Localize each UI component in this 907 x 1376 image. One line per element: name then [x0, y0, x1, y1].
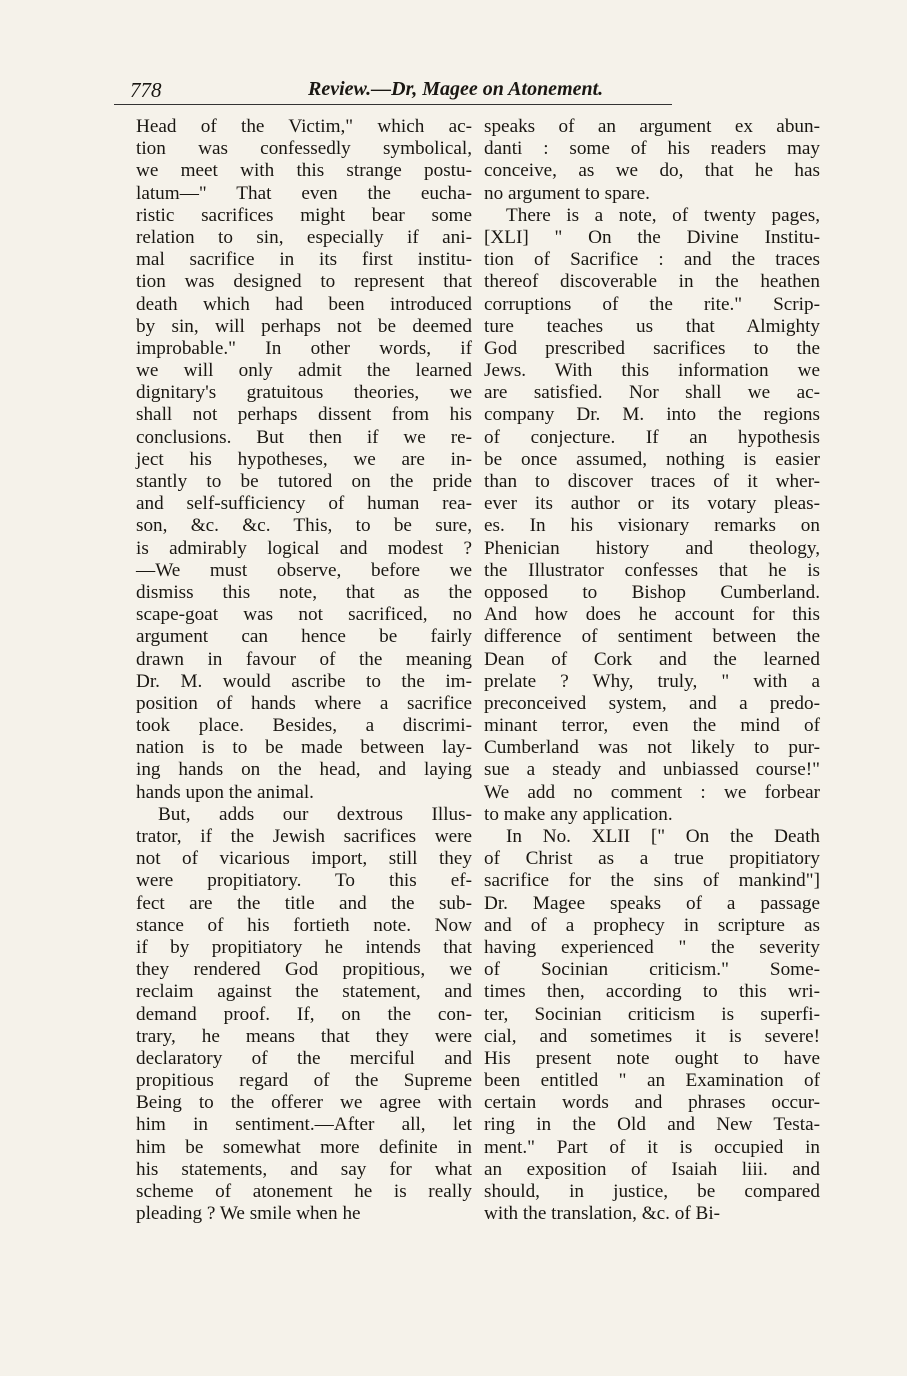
text-line: the Illustrator confesses that he is: [484, 559, 820, 581]
text-line: times then, according to this wri-: [484, 981, 820, 1003]
text-line: scape-goat was not sacrificed, no: [136, 604, 472, 626]
text-line: an exposition of Isaiah liii. and: [484, 1158, 820, 1180]
text-line: dismiss this note, that as the: [136, 581, 472, 603]
text-line: difference of sentiment between the: [484, 626, 820, 648]
text-line: we meet with this strange postu-: [136, 160, 472, 182]
text-line: es. In his visionary remarks on: [484, 515, 820, 537]
text-line: of Christ as a true propitiatory: [484, 848, 820, 870]
running-head: [118, 74, 678, 106]
text-line: than to discover traces of it wher-: [484, 471, 820, 492]
text-line: dignitary's gratuitous theories, we: [136, 382, 472, 404]
text-line: We add no comment : we forbear: [484, 781, 820, 803]
text-line: they rendered God propitious, we: [136, 959, 472, 981]
text-line: certain words and phrases occur-: [484, 1092, 820, 1114]
header-rule: [114, 104, 672, 105]
text-line: prelate ? Why, truly, " with a: [484, 670, 820, 692]
text-line: his statements, and say for what: [136, 1158, 472, 1180]
text-line: son, &c. &c. This, to be sure,: [136, 515, 472, 537]
text-line: nation is to be made between lay-: [136, 737, 472, 759]
text-line: ment." Part of it is occupied in: [484, 1136, 820, 1158]
text-line: cial, and sometimes it is severe!: [484, 1025, 820, 1047]
text-line: by sin, will perhaps not be deemed: [136, 315, 472, 337]
text-line: with the translation, &c. of Bi-: [484, 1203, 721, 1225]
text-line: hands upon the animal.: [136, 781, 314, 803]
text-line: be once assumed, nothing is easier: [484, 448, 820, 470]
text-line: Dr. M. would ascribe to the im-: [136, 670, 472, 692]
text-line: Jews. With this information we: [484, 360, 820, 382]
text-line: danti : some of his readers may: [484, 138, 820, 160]
text-line: company Dr. M. into the regions: [484, 404, 820, 426]
text-line: and self-sufficiency of human rea-: [136, 493, 472, 515]
text-line: tion of Sacrifice : and the traces: [484, 249, 820, 271]
text-line: trary, he means that they were: [136, 1025, 472, 1047]
text-line: And how does he account for this: [484, 604, 820, 626]
text-line: is admirably logical and modest ?: [136, 537, 472, 559]
text-line: minant terror, even the mind of: [484, 715, 820, 737]
text-line: position of hands where a sacrifice: [136, 692, 472, 714]
text-line: drawn in favour of the meaning: [136, 648, 472, 670]
text-line: not of vicarious import, still they: [136, 848, 472, 870]
text-line: God prescribed sacrifices to the: [484, 337, 820, 359]
text-line: ristic sacrifices might bear some: [136, 204, 472, 226]
text-line: Phenician history and theology,: [484, 537, 820, 559]
text-line: In No. XLII [" On the Death: [506, 826, 820, 847]
text-line: conclusions. But then if we re-: [136, 426, 472, 448]
text-line: him in sentiment.—After all, let: [136, 1114, 472, 1136]
text-line: to make any application.: [484, 803, 673, 825]
text-line: Dr. Magee speaks of a passage: [484, 892, 820, 914]
text-line: There is a note, of twenty pages,: [506, 204, 820, 226]
text-line: But, adds our dextrous Illus-: [158, 803, 472, 825]
text-line: and of a prophecy in scripture as: [484, 914, 820, 936]
text-line: should, in justice, be compared: [484, 1181, 820, 1202]
page-number: 778: [130, 78, 162, 102]
text-line: opposed to Bishop Cumberland.: [484, 581, 820, 603]
text-line: sue a steady and unbiassed course!": [484, 759, 820, 781]
text-line: declaratory of the merciful and: [136, 1047, 472, 1069]
text-line: of conjecture. If an hypothesis: [484, 426, 820, 448]
text-line: took place. Besides, a discrimi-: [136, 715, 472, 737]
text-line: sacrifice for the sins of mankind"]: [484, 870, 820, 892]
text-line: mal sacrifice in its first institu-: [136, 249, 472, 271]
text-line: shall not perhaps dissent from his: [136, 404, 472, 426]
text-line: scheme of atonement he is really: [136, 1181, 472, 1202]
right-column: [484, 116, 820, 1225]
text-line: improbable." In other words, if: [136, 337, 472, 359]
text-line: ring in the Old and New Testa-: [484, 1114, 820, 1136]
text-line: ing hands on the head, and laying: [136, 759, 472, 781]
text-line: if by propitiatory he intends that: [136, 936, 472, 958]
text-line: death which had been introduced: [136, 293, 472, 315]
running-title: Review.—Dr, Magee on Atonement.: [308, 78, 604, 100]
text-line: reclaim against the statement, and: [136, 981, 472, 1003]
text-line: relation to sin, especially if ani-: [136, 226, 472, 248]
text-line: speaks of an argument ex abun-: [484, 116, 820, 137]
text-line: having experienced " the severity: [484, 936, 820, 958]
text-line: preconceived system, and a predo-: [484, 692, 820, 714]
text-line: Cumberland was not likely to pur-: [484, 737, 820, 759]
text-line: were propitiatory. To this ef-: [136, 870, 472, 892]
text-line: ever its author or its votary pleas-: [484, 493, 820, 515]
text-line: tion was confessedly symbolical,: [136, 138, 472, 160]
text-line: Dean of Cork and the learned: [484, 648, 820, 670]
text-line: Head of the Victim," which ac-: [136, 116, 472, 137]
text-line: conceive, as we do, that he has: [484, 160, 820, 182]
text-line: ter, Socinian criticism is superfi-: [484, 1003, 820, 1025]
text-line: fect are the title and the sub-: [136, 892, 472, 914]
text-line: we will only admit the learned: [136, 360, 472, 382]
text-line: [XLI] " On the Divine Institu-: [484, 226, 820, 248]
text-line: tion was designed to represent that: [136, 271, 472, 293]
text-line: pleading ? We smile when he: [136, 1203, 361, 1225]
text-line: argument can hence be fairly: [136, 626, 472, 648]
text-line: corruptions of the rite." Scrip-: [484, 293, 820, 315]
text-line: no argument to spare.: [484, 182, 650, 204]
text-line: been entitled " an Examination of: [484, 1070, 820, 1092]
text-line: thereof discoverable in the heathen: [484, 271, 820, 293]
left-column: [136, 116, 472, 1225]
text-line: stantly to be tutored on the pride: [136, 471, 472, 492]
text-line: propitious regard of the Supreme: [136, 1070, 472, 1092]
text-line: stance of his fortieth note. Now: [136, 914, 472, 936]
text-line: Being to the offerer we agree with: [136, 1092, 472, 1114]
text-line: His present note ought to have: [484, 1047, 820, 1069]
text-line: are satisfied. Nor shall we ac-: [484, 382, 820, 404]
text-line: latum—" That even the eucha-: [136, 182, 472, 204]
text-line: of Socinian criticism." Some-: [484, 959, 820, 981]
text-line: him be somewhat more definite in: [136, 1136, 472, 1158]
text-line: ject his hypotheses, we are in-: [136, 448, 472, 470]
text-line: demand proof. If, on the con-: [136, 1003, 472, 1025]
text-line: trator, if the Jewish sacrifices were: [136, 826, 472, 847]
text-line: ture teaches us that Almighty: [484, 315, 820, 337]
text-line: —We must observe, before we: [136, 559, 472, 581]
